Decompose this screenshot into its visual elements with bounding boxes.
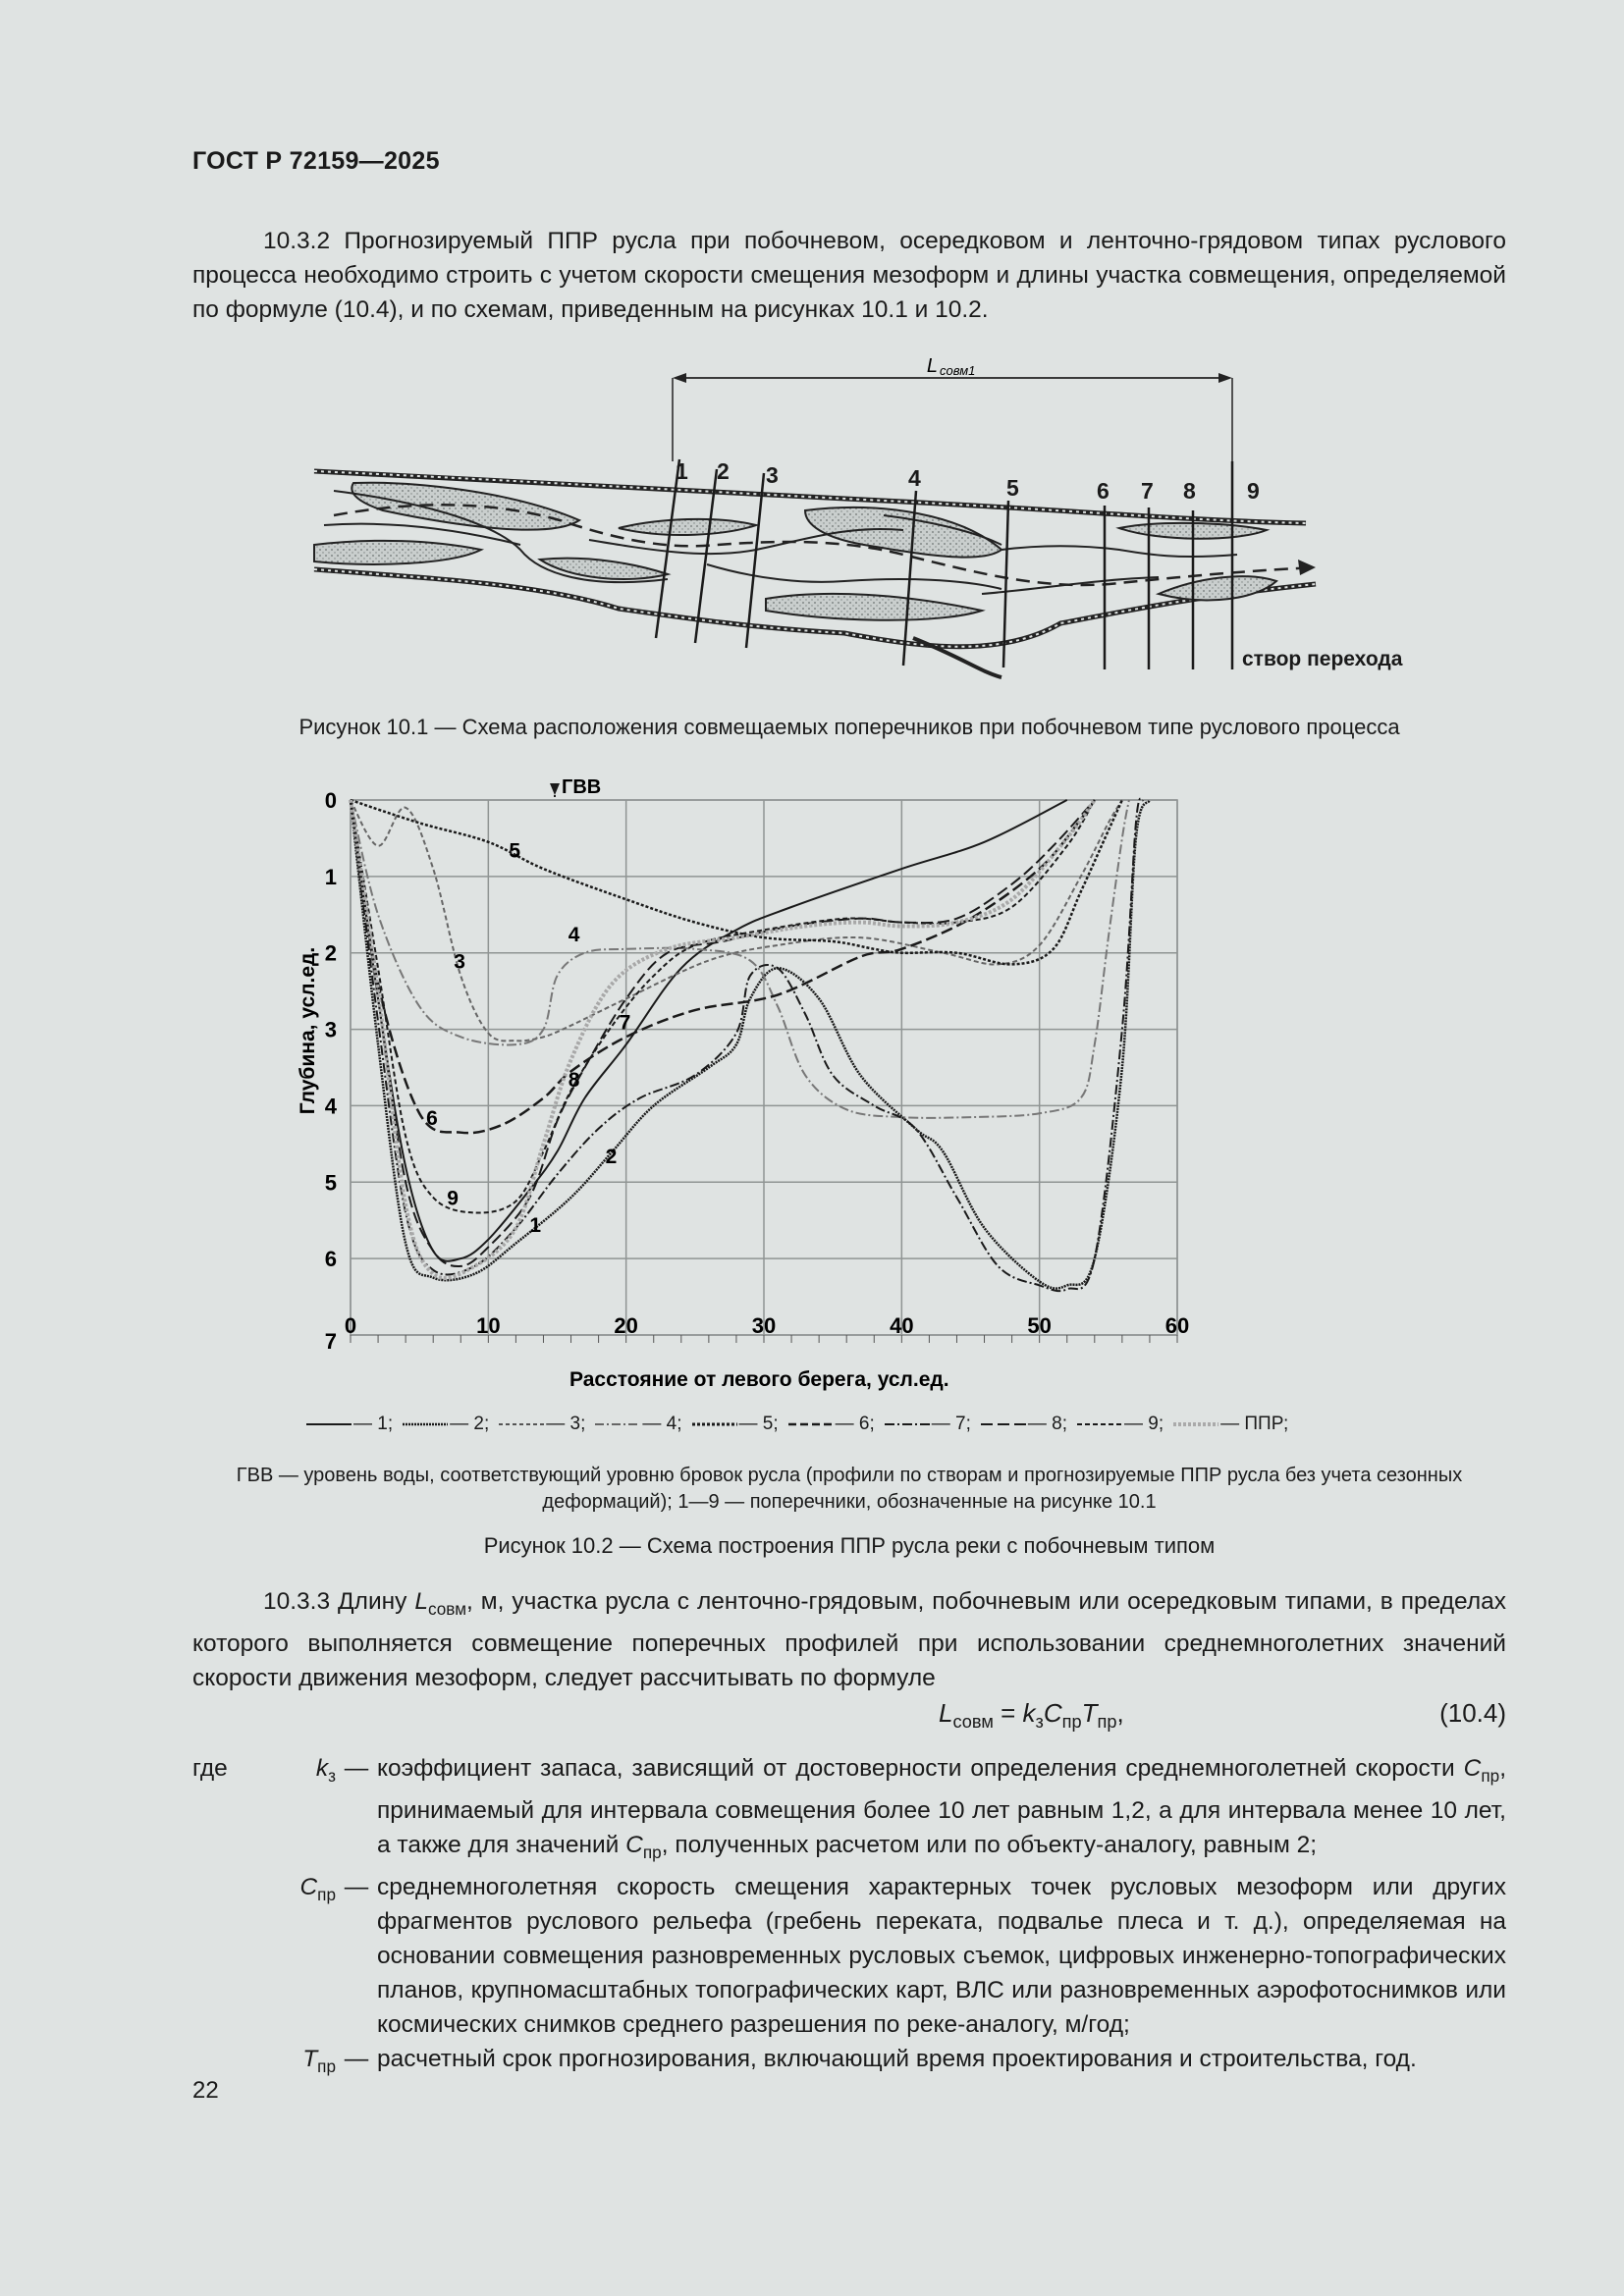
x-tick-label: 60: [1164, 1313, 1190, 1338]
figure-10-1-scheme: [295, 353, 1434, 687]
y-tick-label: 3: [324, 1017, 337, 1042]
chart-series: [351, 798, 1150, 1291]
figure-10-1-caption: Рисунок 10.1 — Схема расположения совмещаемых поперечников при побочневом типе руслового процесса: [298, 715, 1400, 739]
series-label-2: 2: [605, 1145, 618, 1168]
x-tick-label: 50: [1027, 1313, 1052, 1338]
x-tick-label: 30: [751, 1313, 777, 1338]
figure-10-2-note: ГВВ — уровень воды, соответствующий уровню бровок русла (профили по створам и прогнозируемые ППР русла без учета сезонных деформаций); 1—9 — поперечники, обозначенные на рисунке 10.1: [236, 1465, 1463, 1513]
legend-item-2: — 2;: [450, 1414, 490, 1434]
definition-k: где $k_з$ — коэффициент запаса, зависящий от достоверности определения среднемноголетней скорости $C_{пр}$, принимаемый для интервала совмещения более 10 лет равным 1,2, а для интервала менее 10 лет, а также для значений $C_{пр}$, полученных расчетом или по объекту-аналогу, равным 2;: [192, 1755, 1506, 1862]
legend-item-7: — 7;: [931, 1414, 971, 1434]
y-tick-label: 1: [324, 864, 337, 889]
legend-item-8: — 8;: [1027, 1414, 1067, 1434]
figure-10-2-caption: Рисунок 10.2 — Схема построения ППР русла реки с побочневым типом: [483, 1533, 1216, 1558]
chart-legend: [306, 1414, 1294, 1435]
section-label-4: 4: [908, 465, 921, 491]
y-tick-label: 7: [324, 1329, 337, 1354]
series-line-5: [351, 800, 1122, 964]
legend-item-5: — 5;: [738, 1414, 779, 1434]
section-label-7: 7: [1141, 478, 1154, 504]
gvv-triangle-icon: [550, 783, 560, 795]
x-tick-label: 20: [614, 1313, 638, 1338]
document-header: ГОСТ Р 72159—2025: [192, 147, 440, 175]
legend-item-6: — 6;: [835, 1414, 875, 1434]
series-line-8: [351, 800, 1095, 1266]
legend-item-9: — 9;: [1124, 1414, 1164, 1434]
y-tick-label: 5: [324, 1170, 337, 1196]
transition-label: створ перехода: [1242, 648, 1403, 670]
y-tick-label: 6: [324, 1247, 337, 1272]
legend-item-4: — 4;: [642, 1414, 682, 1434]
section-label-6: 6: [1097, 478, 1110, 504]
length-label: L: [926, 355, 938, 377]
series-line-4: [351, 800, 1129, 1118]
definition-t: $T_{пр}$ — расчетный срок прогнозирования, включающий время проектирования и строительства, год.: [302, 2045, 1417, 2076]
gvv-marker: [550, 776, 601, 798]
chart-series-labels: [426, 839, 630, 1236]
series-label-9: 9: [447, 1187, 459, 1210]
paragraph-10-3-2: [192, 224, 1506, 327]
x-axis-label: Расстояние от левого берега, усл.ед.: [569, 1368, 949, 1391]
legend-item-1: — 1;: [353, 1414, 394, 1434]
figure-10-2-chart: [285, 775, 1424, 1404]
section-label-8: 8: [1183, 478, 1196, 504]
series-label-3: 3: [454, 950, 465, 974]
gvv-label: ГВВ: [562, 776, 602, 798]
section-label-2: 2: [717, 458, 730, 484]
series-line-2: [351, 800, 1150, 1289]
formula-expression: $L_{совм} = k_зC_{пр}T_{пр}$,: [939, 1698, 1124, 1733]
formula-number: (10.4): [1439, 1698, 1506, 1728]
length-label-sub: совм1: [940, 363, 976, 378]
series-label-5: 5: [509, 839, 521, 863]
series-label-4: 4: [568, 924, 580, 947]
legend-item-3: — 3;: [546, 1414, 586, 1434]
series-line-3: [351, 800, 1122, 1041]
y-axis-label: Глубина, усл.ед.: [297, 946, 319, 1115]
section-label-1: 1: [676, 458, 688, 484]
paragraph-10-3-3: 10.3.3 Длину $L_{совм}$, м, участка русла с ленточно-грядовым, побочневым или осередковым типами, в пределах которого выполняется совмещение поперечных профилей при использовании среднемноголетних значений скорости движения мезоформ, следует рассчитывать по формуле: [192, 1588, 1507, 1691]
series-label-1: 1: [529, 1213, 542, 1237]
y-tick-label: 0: [324, 788, 337, 813]
formula-definitions: [192, 1751, 1506, 2084]
chart-grid: [351, 800, 1177, 1335]
legend-item-ppr: — ППР;: [1220, 1414, 1289, 1434]
section-label-5: 5: [1006, 475, 1019, 501]
y-tick-label: 4: [324, 1094, 337, 1119]
x-tick-label: 40: [890, 1313, 914, 1338]
series-line-9: [351, 800, 1095, 1213]
definition-c: $C_{пр}$ — среднемноголетняя скорость смещения характерных точек русловых мезоформ или других фрагментов руслового рельефа (гребень переката, подвалье плеса и т. д.), определяемая на основании совмещения разновременных русловых съемок, цифровых инженерно-топографических планов, крупномасштабных топографических карт, ВЛС или разновременных аэрофотоснимков или космических снимков среднего разрешения по реке-аналогу, м/год;: [299, 1873, 1506, 2038]
section-label-3: 3: [766, 462, 779, 488]
series-line-10: [351, 800, 1095, 1278]
chart-ticks: [325, 788, 1189, 1354]
series-line-7: [351, 798, 1143, 1291]
series-label-8: 8: [568, 1068, 580, 1092]
flow-arrow-icon: [1298, 560, 1316, 575]
series-label-6: 6: [426, 1106, 438, 1130]
paragraph-text: 10.3.2 Прогнозируемый ППР русла при побочневом, осередковом и ленточно-грядовом типах руслового процесса необходимо строить с учетом скорости смещения мезоформ и длины участка совмещения, определяемой по формуле (10.4), и по схемам, приведенным на рисунках 10.1 и 10.2.: [192, 228, 1506, 323]
section-label-9: 9: [1247, 478, 1260, 504]
length-dimension: [673, 355, 1232, 461]
page-number: 22: [192, 2077, 219, 2104]
y-tick-label: 2: [324, 940, 337, 966]
series-label-7: 7: [619, 1011, 631, 1035]
x-tick-label: 0: [344, 1313, 357, 1338]
formula-10-4: [192, 1698, 1506, 1734]
x-tick-label: 10: [476, 1313, 501, 1338]
